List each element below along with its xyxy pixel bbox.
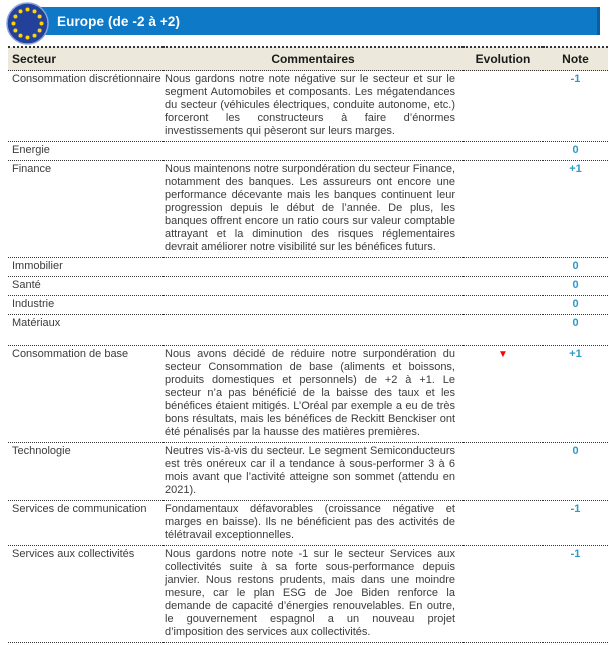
sector-cell: Matériaux [12,317,61,329]
note-cell: +1 [569,163,582,175]
title-bar [28,7,600,35]
table-row [8,296,608,315]
note-cell: -1 [570,548,581,560]
evolution-cell [463,161,543,258]
sector-cell: Energie [12,144,50,156]
comment-cell [163,315,463,346]
comment-cell [163,277,463,296]
evolution-down-icon: ▼ [498,349,508,360]
sector-cell: Finance [12,163,52,175]
report-header [0,0,613,46]
note-cell: 0 [572,144,579,156]
table-row [8,277,608,296]
column-header-secteur: Secteur [12,52,57,66]
column-header-evolution: Evolution [475,52,531,66]
table-row [8,501,608,546]
comment-cell [163,142,463,161]
sector-cell: Technologie [12,445,71,457]
sector-table [8,46,608,643]
evolution-cell [463,258,543,277]
comment-cell: Nous maintenons notre surpondération du secteur Finance, notamment des banques. Les assureurs ont encore une performance décevante mais les banques continuent leur progression depuis le début de l’année. De plus, les banques offrent encore un ratio cours sur valeur comptable attrayant et la diminution des risques réglementaires devrait améliorer notre visibilité sur les bénéfices futurs. [165,163,455,253]
evolution-cell [463,296,543,315]
note-cell: -1 [570,73,581,85]
eu-flag-icon [6,2,49,45]
note-cell: -1 [570,503,581,515]
sector-cell: Industrie [12,298,55,310]
note-cell: 0 [572,260,579,272]
sector-cell: Santé [12,279,41,291]
table-row [8,258,608,277]
comment-cell: Nous avons décidé de réduire notre surpondération du secteur Consommation de base (aliments et boissons, produits domestiques et personnels) de +2 à +1. Le secteur n’a pas bénéficié de la baisse des taux et les bénéfices étaient mitigés. L’Oréal par exemple a eu de très bons résultats, mais les bénéfices de Reckitt Benckiser ont été pénalisés par la hausse des matières premières. [165,348,455,438]
evolution-cell [463,315,543,346]
comment-cell [163,258,463,277]
note-cell: 0 [572,317,579,329]
comment-cell: Fondamentaux défavorables (croissance négative et marges en baisse). Ils ne bénéficient pas des activités de télétravail exceptionnelles. [165,503,455,541]
comment-cell: Nous gardons notre note négative sur le secteur et sur le segment Automobiles et composants. Les mégatendances du secteur (véhicules électriques, conduite autonome, etc.) forceront les constructeurs à faire d’énormes investissements qui pèseront sur leurs marges. [165,73,455,137]
evolution-cell [463,443,543,501]
evolution-cell [463,277,543,296]
comment-cell: Neutres vis-à-vis du secteur. Le segment Semiconducteurs est très onéreux car il a tendance à sous-performer 3 à 6 mois avant que l’activité atteigne son sommet (attendu en 2021). [165,445,455,496]
note-cell: 0 [572,279,579,291]
column-header-commentaires: Commentaires [271,52,355,66]
table-row [8,315,608,346]
sector-cell: Consommation discrétionnaire [12,73,161,85]
evolution-cell [463,142,543,161]
column-header-note: Note [562,52,589,66]
table-row [8,346,608,443]
note-cell: 0 [572,298,579,310]
table-row [8,71,608,142]
evolution-cell [463,546,543,643]
sector-cell: Services aux collectivités [12,548,135,560]
note-cell: +1 [569,348,582,360]
table-row [8,443,608,501]
table-row [8,142,608,161]
table-row [8,161,608,258]
evolution-cell [463,501,543,546]
evolution-cell [463,346,543,443]
comment-cell: Nous gardons notre note -1 sur le secteur Services aux collectivités suite à sa forte sous-performance depuis janvier. Nous restons prudents, mais dans une moindre mesure, car le plan ESG de Joe Biden renforce la demande de capacité d’énergies renouvelables. En outre, le gouvernement espagnol a un nouveau projet d’imposition des services aux collectivités. [165,548,455,638]
sector-cell: Services de communication [12,503,147,515]
sector-cell: Immobilier [12,260,63,272]
evolution-cell [463,71,543,142]
page-title: Europe (de -2 à +2) [57,13,181,29]
note-cell: 0 [572,445,579,457]
table-row [8,546,608,643]
sector-cell: Consommation de base [12,348,129,360]
table-header-row [8,47,608,71]
comment-cell [163,296,463,315]
